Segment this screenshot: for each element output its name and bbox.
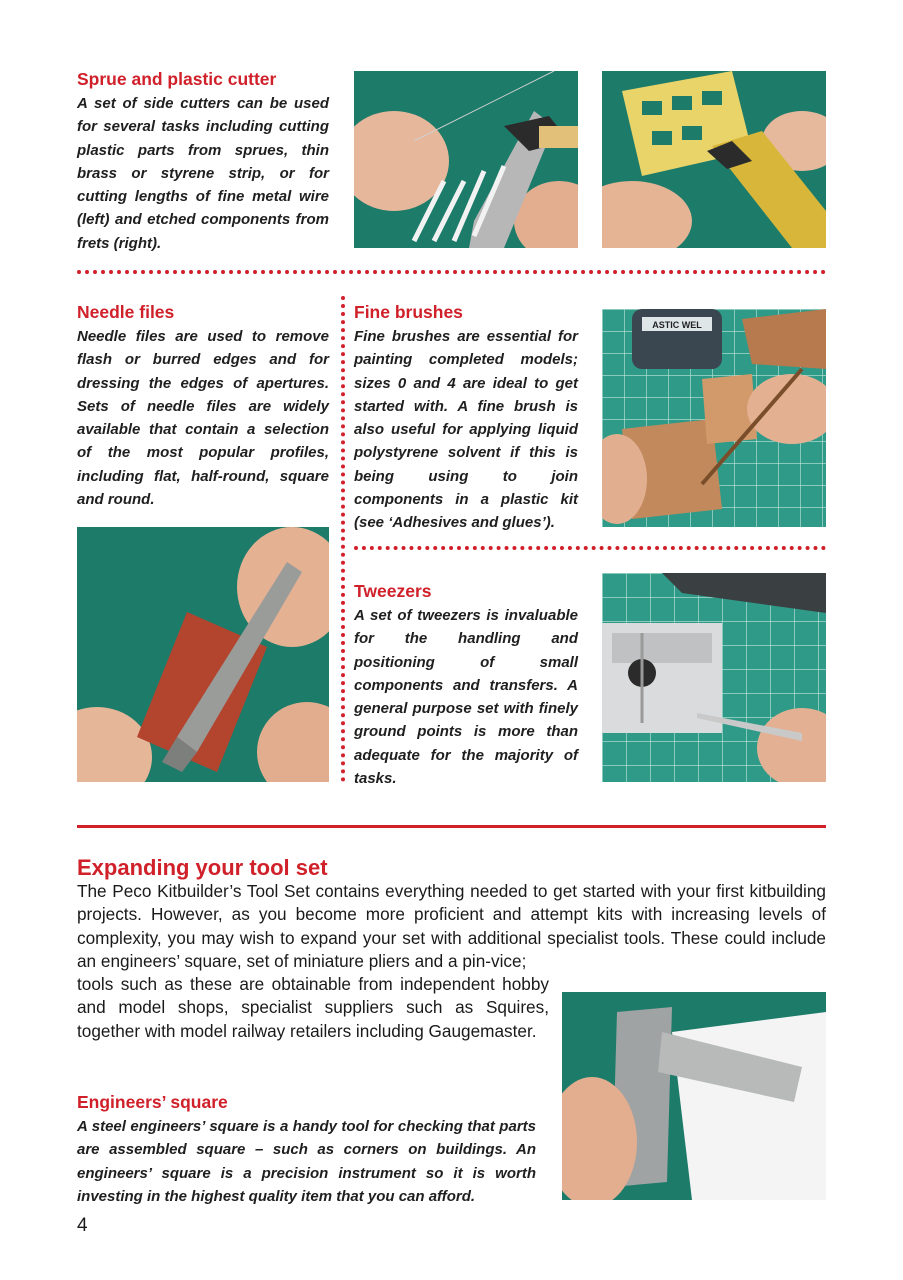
divider-dotted-middle [354,546,826,550]
divider-dotted-vertical [341,296,345,782]
expanding-title: Expanding your tool set [77,855,328,880]
engineers-square-caption: A steel engineers’ square is a handy tool for checking that parts are assembled square – such as corners on buildings. An engineers’ square is a precision instrument so it is worth investing in the highest quality item that you can afford. [77,1118,536,1205]
engineers-square-heading: Engineers’ square [77,1092,228,1112]
section-divider-rule [77,825,826,828]
tweezers-section [354,581,578,790]
engineers-square-section [77,1092,536,1208]
photo-engineers-square [562,992,826,1200]
divider-dotted-top [77,270,826,274]
photo-needle-file [77,527,329,782]
photo-cutting-etch [602,71,826,248]
photo-tweezers [602,573,826,782]
needle-files-section [77,302,329,511]
fine-brushes-heading: Fine brushes [354,302,463,322]
fine-brushes-section [354,302,578,535]
expanding-paragraph-narrow: tools such as these are obtainable from independent hobby and model shops, specialist suppliers such as Squires, together with model railway retailers including Gaugemaster. [77,974,549,1041]
expanding-paragraph-wide: The Peco Kitbuilder’s Tool Set contains everything needed to get started with your first kitbuilding projects. However, as you become more proficient and attempt kits with increasing levels of complexity, you may wish to expand your set with additional specialist tools. These could include an engineers’ square, set of miniature pliers and a pin-vice; [77,881,826,971]
sprue-cutter-section [77,69,329,255]
photo-cutting-wire [354,71,578,248]
page-number: 4 [77,1215,88,1236]
bottle-label: ASTIC WEL [652,320,702,330]
tweezers-caption: A set of tweezers is invaluable for the handling and positioning of small components and transfers. A general purpose set with finely ground points is more than adequate for the majority of tasks. [354,607,578,788]
tweezers-heading: Tweezers [354,581,432,601]
needle-files-heading: Needle files [77,302,175,322]
sprue-cutter-heading: Sprue and plastic cutter [77,69,277,89]
sprue-cutter-caption: A set of side cutters can be used for several tasks including cutting plastic parts from sprues, thin brass or styrene strip, or for cutting lengths of fine metal wire (left) and etched components from frets (right). [77,95,329,252]
photo-fine-brush [602,309,826,527]
fine-brushes-caption: Fine brushes are essential for painting completed models; sizes 0 and 4 are ideal to get started with. A fine brush is also useful for applying liquid polystyrene solvent if this is being using to join components in a plastic kit (see ‘Adhesives and glues’). [354,328,578,532]
needle-files-caption: Needle files are used to remove flash or burred edges and for dressing the edges of apertures. Sets of needle files are widely available that contain a selection of the most popular profiles, including flat, half-round, square and round. [77,328,329,509]
